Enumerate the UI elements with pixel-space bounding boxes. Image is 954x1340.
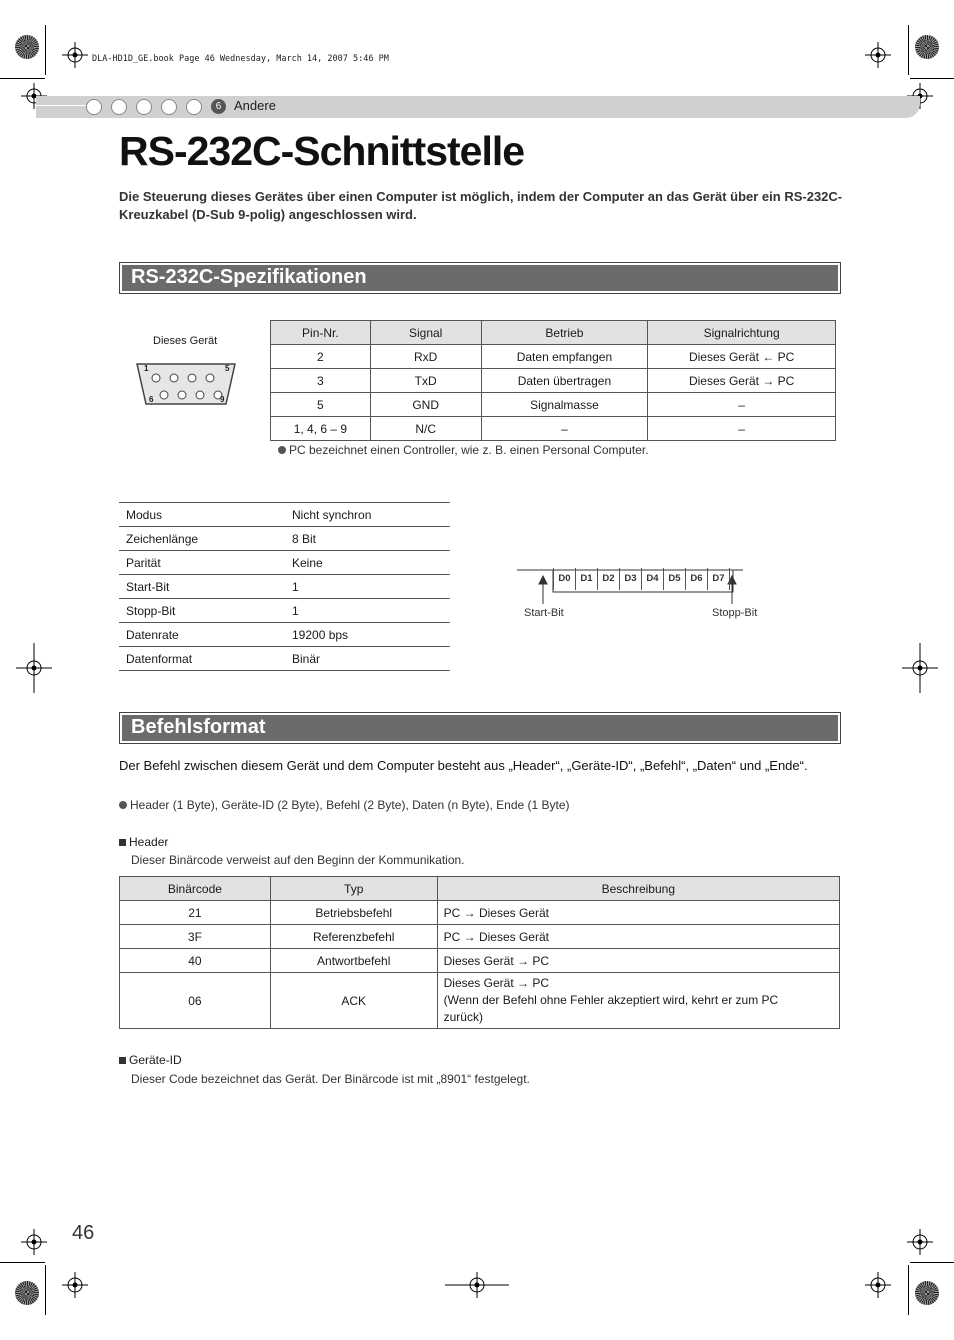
spec-value: 1 [285,575,450,599]
spec-value: 8 Bit [285,527,450,551]
table-cell: 3 [271,369,371,393]
desc-line: (Wenn der Befehl ohne Fehler akzeptiert wird, kehrt er zum PC zurück) [443,993,779,1024]
chapter-dot [86,99,102,115]
table-cell: – [481,417,648,441]
befehl-note-text: Header (1 Byte), Geräte-ID (2 Byte), Befehl (2 Byte), Daten (n Byte), Ende (1 Byte) [130,798,570,812]
table-cell: Daten übertragen [481,369,648,393]
band-line [36,105,91,106]
table-row [271,345,836,369]
table-cell: 40 [120,949,271,973]
bit-cells [553,568,730,590]
table-cell: Betriebsbefehl [270,901,437,925]
table-cell: GND [370,393,481,417]
table-row [271,369,836,393]
table-cell: RxD [370,345,481,369]
table-header: Betrieb [481,321,648,345]
spec-label: Modus [119,503,285,527]
pin-label: 1 [144,364,149,373]
bit-cell: D0 [553,568,575,590]
intro-text: Die Steuerung dieses Gerätes über einen Computer ist möglich, indem der Computer an das Gerät über ein RS-232C-Kreuzkabel (D-Sub 9-polig) angeschlossen wird. [119,189,843,222]
section-heading-text: Befehlsformat [131,716,266,738]
chapter-dot [186,99,202,115]
table-cell: ACK [270,973,437,1029]
bullet-icon [119,801,127,809]
spec-label: Start-Bit [119,575,285,599]
stop-bit-label: Stopp-Bit [712,607,758,619]
crop-mark [910,78,954,79]
table-header: Pin-Nr. [271,321,371,345]
bullet-icon [278,446,286,454]
square-bullet-icon [119,1057,126,1064]
spec-label: Stopp-Bit [119,599,285,623]
chapter-dot [161,99,177,115]
pin-label: 9 [220,395,225,404]
table-cell: 1, 4, 6 – 9 [271,417,371,441]
befehl-intro: Der Befehl zwischen diesem Gerät und dem Computer besteht aus „Header“, „Geräte-ID“, „Befehl“, „Daten“ und „Ende“. [119,758,808,773]
chapter-dot [136,99,152,115]
start-bit-label: Start-Bit [524,607,564,619]
connector-label: Dieses Gerät [153,335,218,347]
header-text: Dieser Binärcode verweist auf den Beginn der Kommunikation. [131,853,465,867]
table-header: Binärcode [120,877,271,901]
header-heading-text: Header [129,835,169,849]
crop-mark [908,25,909,75]
befehl-note [119,798,570,812]
bit-cell: D2 [597,568,619,590]
table-cell: N/C [370,417,481,441]
section-heading-text: RS-232C-Spezifikationen [131,266,367,288]
table-cell: Antwortbefehl [270,949,437,973]
table-row [119,623,450,647]
geraete-id-heading [119,1053,182,1067]
print-info: DLA-HD1D_GE.book Page 46 Wednesday, March 14, 2007 5:46 PM [92,54,389,64]
pin-label: 5 [225,364,230,373]
bit-cell: D5 [663,568,685,590]
geraete-id-text: Dieser Code bezeichnet das Gerät. Der Binärcode ist mit „8901“ festgelegt. [131,1072,530,1086]
section-heading-spec [119,262,841,294]
crop-mark [45,25,46,75]
table-row [271,417,836,441]
table-cell [437,973,839,1029]
pin-note-text: PC bezeichnet einen Controller, wie z. B. einen Personal Computer. [289,443,649,457]
table-row [120,949,840,973]
table-header: Typ [270,877,437,901]
table-cell: – [648,393,836,417]
table-cell: Daten empfangen [481,345,648,369]
table-row [119,503,450,527]
crop-mark [910,1262,954,1263]
table-header: Beschreibung [437,877,839,901]
bit-cell: D3 [619,568,641,590]
crop-mark [45,1265,46,1315]
table-row [120,925,840,949]
table-row [119,647,450,671]
table-row [119,599,450,623]
table-row [119,527,450,551]
table-cell: PC → Dieses Gerät [437,901,839,925]
bit-cell: D7 [707,568,730,590]
table-cell: – [648,417,836,441]
table-row [120,901,840,925]
spec-value: Binär [285,647,450,671]
desc-line: Dieses Gerät → PC [443,976,549,990]
square-bullet-icon [119,839,126,846]
table-cell: 21 [120,901,271,925]
color-bar-mark [15,35,39,59]
chapter-number: 6 [211,99,226,114]
table-cell: Signalmasse [481,393,648,417]
chapter-title: Andere [234,98,276,113]
header-heading [119,835,168,849]
table-cell: 3F [120,925,271,949]
table-header: Signalrichtung [648,321,836,345]
table-cell: 2 [271,345,371,369]
spec-label: Parität [119,551,285,575]
table-cell: Referenzbefehl [270,925,437,949]
table-cell: 5 [271,393,371,417]
chapter-dot [111,99,127,115]
crop-mark [908,1265,909,1315]
crop-mark [0,78,45,79]
page-title: RS-232C-Schnittstelle [119,128,525,174]
color-bar-mark [915,35,939,59]
spec-label: Datenrate [119,623,285,647]
spec-label: Zeichenlänge [119,527,285,551]
table-cell: TxD [370,369,481,393]
table-header: Signal [370,321,481,345]
table-cell: Dieses Gerät ← PC [648,345,836,369]
spec-table [119,502,450,671]
spec-label: Datenformat [119,647,285,671]
geraete-id-heading-text: Geräte-ID [129,1053,182,1067]
page-number: 46 [72,1222,95,1244]
table-row [119,575,450,599]
color-bar-mark [915,1281,939,1305]
table-cell: PC → Dieses Gerät [437,925,839,949]
spec-value: 19200 bps [285,623,450,647]
spec-value: Keine [285,551,450,575]
pin-note [278,443,649,457]
table-row [119,551,450,575]
table-cell: Dieses Gerät → PC [437,949,839,973]
table-cell: Dieses Gerät → PC [648,369,836,393]
header-table [119,876,840,1029]
crop-mark [0,1262,45,1263]
color-bar-mark [15,1281,39,1305]
spec-value: 1 [285,599,450,623]
spec-value: Nicht synchron [285,503,450,527]
section-heading-befehl [119,712,841,744]
table-row [120,973,840,1029]
bit-cell: D1 [575,568,597,590]
bit-cell: D4 [641,568,663,590]
bit-cell: D6 [685,568,707,590]
table-cell: 06 [120,973,271,1029]
table-row [271,393,836,417]
pin-label: 6 [149,395,154,404]
pin-table [270,320,836,441]
